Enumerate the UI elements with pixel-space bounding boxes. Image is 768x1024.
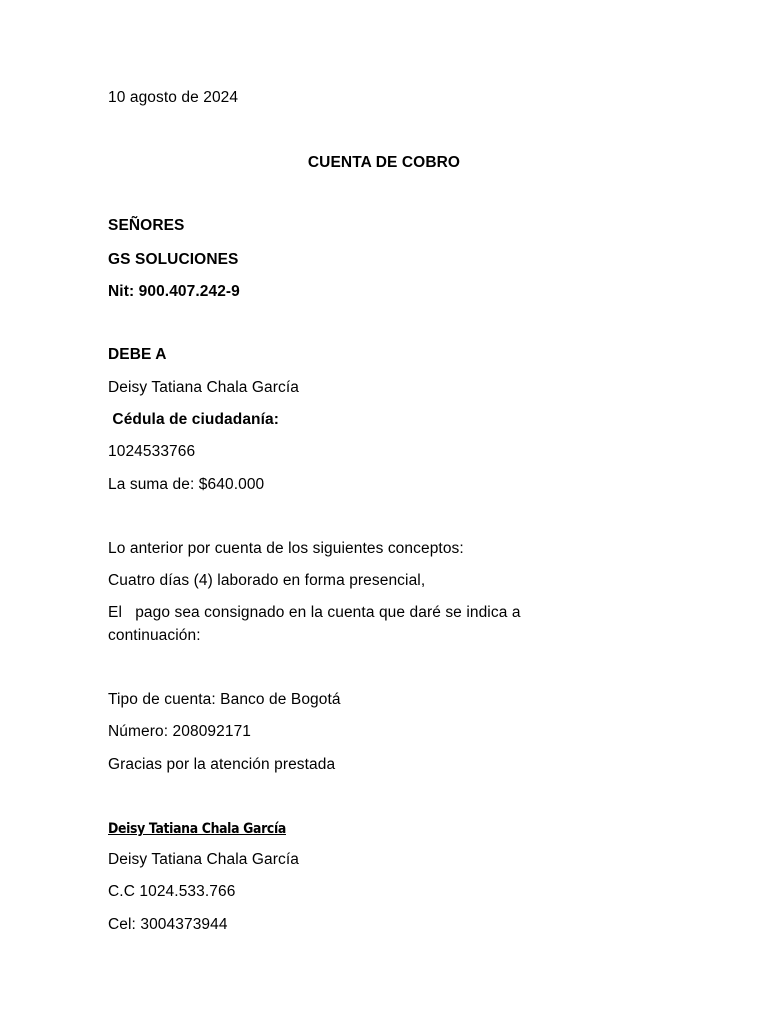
- signer-name: Deisy Tatiana Chala García: [108, 851, 299, 868]
- document-title: CUENTA DE COBRO: [307, 154, 461, 171]
- signer-id: C.C 1024.533.766: [108, 883, 236, 900]
- concepts-payment-note: El pago sea consignado en la cuenta que daré se indica a continuación:: [108, 604, 525, 644]
- concepts-item: Cuatro días (4) laborado en forma presencial,: [108, 572, 426, 589]
- bank-account-number: Número: 208092171: [108, 723, 252, 740]
- document-date: 10 agosto de 2024: [108, 89, 239, 106]
- debtor-id-number: 1024533766: [108, 443, 196, 460]
- recipient-company: GS SOLUCIONES: [108, 251, 239, 268]
- debtor-heading: DEBE A: [108, 346, 167, 363]
- debtor-amount: La suma de: $640.000: [108, 476, 265, 493]
- recipient-salutation: SEÑORES: [108, 217, 185, 234]
- signer-phone: Cel: 3004373944: [108, 916, 228, 933]
- recipient-nit: Nit: 900.407.242-9: [108, 283, 240, 300]
- concepts-intro: Lo anterior por cuenta de los siguientes conceptos:: [108, 540, 464, 557]
- debtor-id-label: Cédula de ciudadanía:: [108, 411, 280, 428]
- handwritten-signature: Deisy Tatiana Chala García: [108, 821, 286, 837]
- debtor-name: Deisy Tatiana Chala García: [108, 379, 299, 396]
- bank-account-type: Tipo de cuenta: Banco de Bogotá: [108, 691, 341, 708]
- thanks-line: Gracias por la atención prestada: [108, 756, 336, 773]
